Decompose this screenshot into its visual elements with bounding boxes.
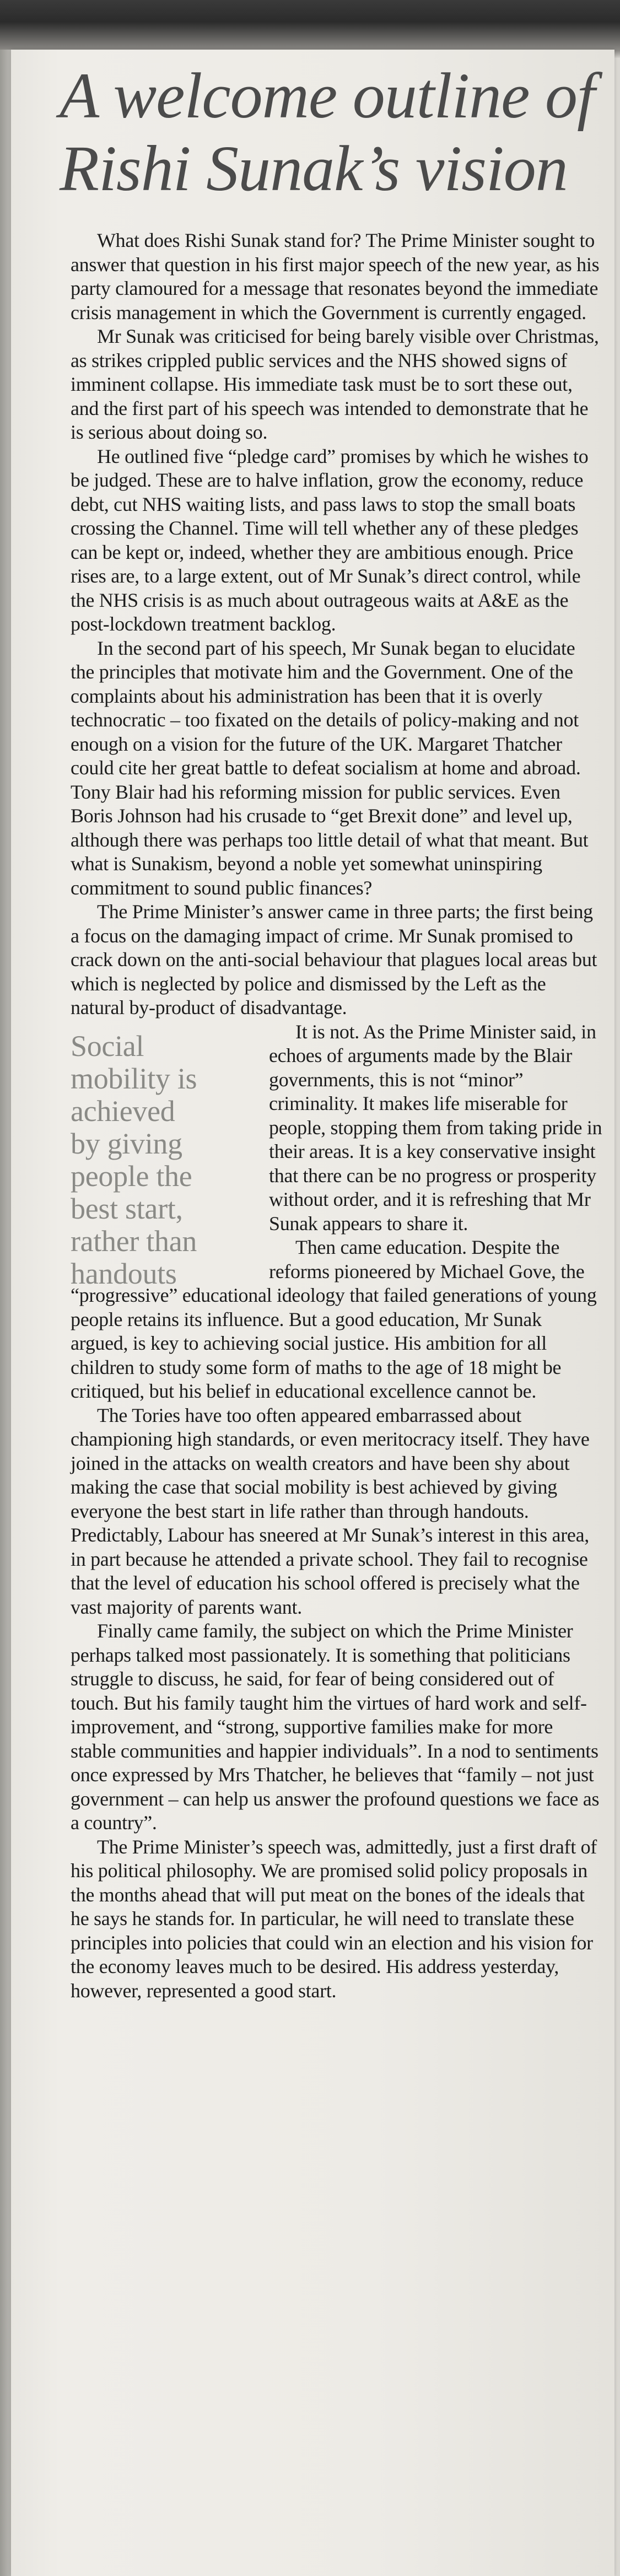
headline-line-2: Rishi Sunak’s vision	[60, 132, 568, 204]
pull-quote-line: by giving	[71, 1127, 182, 1160]
paragraph-9: Finally came family, the subject on which the Prime Minister perhaps talked most passionately. It is something that politicians struggle to discuss, he said, for fear of being considered out of touch. But his family taught him the virtues of hard work and self-improvement, and “strong, supportive families make for more stable communities and happier individuals”. In a nod to sentiments once expressed by Mrs Thatcher, he believes that “family – not just government – can help us answer the profound questions we face as a country”.	[71, 1620, 600, 1834]
pull-quote-line: handouts	[71, 1257, 177, 1290]
paragraph-10: The Prime Minister’s speech was, admittedly, just a first draft of his political philosophy. We are promised solid policy proposals in the months ahead that will put meat on the bones of the ideals that he says he stands for. In particular, he will need to translate these principles into policies that could win an election and his vision for the economy leaves much to be desired. His address yesterday, however, represented a good start.	[71, 1835, 597, 2002]
paragraph-7: Then came education. Despite the reforms pioneered by Michael Gove, the “progressive” educational ideology that failed generations of young people retains its influence. But a good education, Mr Sunak argued, is key to achieving social justice. His ambition for all children to study some form of maths to the age of 18 might be critiqued, but his belief in educational excellence cannot be.	[71, 1236, 597, 1402]
pull-quote-line: achieved	[71, 1094, 175, 1128]
pull-quote-line: rather than	[71, 1224, 197, 1258]
pull-quote-line: people the	[71, 1159, 192, 1193]
article-body	[71, 229, 602, 2003]
paragraph-8: The Tories have too often appeared embarrassed about championing high standards, or even meritocracy itself. They have joined in the attacks on wealth creators and have been shy about making the case that social mobility is best achieved by giving everyone the best start in life rather than through handouts. Predictably, Labour has sneered at Mr Sunak’s interest in this area, in part because he attended a private school. They fail to recognise that the level of education his school offered is precisely what the vast majority of parents want.	[71, 1404, 590, 1618]
pull-quote	[71, 1027, 257, 1290]
paragraph-5: The Prime Minister’s answer came in three parts; the first being a focus on the damaging impact of crime. Mr Sunak promised to crack down on the anti-social behaviour that plagues local areas but which is neglected by police and dismissed by the Left as the natural by-product of disadvantage.	[71, 901, 597, 1018]
headline-line-1: A welcome outline of	[60, 60, 595, 132]
pull-quote-line: best start,	[71, 1192, 183, 1225]
pull-quote-line: Social	[71, 1029, 144, 1063]
headline	[60, 60, 600, 205]
paragraph-4: In the second part of his speech, Mr Sunak began to elucidate the principles that motivate him and the Government. One of the complaints about his administration has been that it is overly technocratic – too fixated on the details of policy-making and not enough on a vision for the future of the UK. Margaret Thatcher could cite her great battle to defeat socialism at home and abroad. Tony Blair had his reforming mission for public services. Even Boris Johnson had his crusade to “get Brexit done” and level up, although there was perhaps too little detail of what that meant. But what is Sunakism, beyond a noble yet somewhat uninspiring commitment to sound public finances?	[71, 637, 589, 899]
paragraph-1: What does Rishi Sunak stand for? The Prime Minister sought to answer that question in his first major speech of the new year, as his party clamoured for a message that resonates beyond the immediate crisis management in which the Government is currently engaged.	[71, 229, 600, 324]
pull-quote-line: mobility is	[71, 1061, 197, 1095]
paragraph-2: Mr Sunak was criticised for being barely visible over Christmas, as strikes crippled public services and the NHS showed signs of imminent collapse. His immediate task must be to sort these out, and the first part of his speech was intended to demonstrate that he is serious about doing so.	[71, 325, 599, 443]
paragraph-3: He outlined five “pledge card” promises by which he wishes to be judged. These are to halve inflation, grow the economy, reduce debt, cut NHS waiting lists, and pass laws to stop the small boats crossing the Channel. Time will tell whether any of these pledges can be kept or, indeed, whether they are ambitious enough. Price rises are, to a large extent, out of Mr Sunak’s direct control, while the NHS crisis is as much about outrageous waits at A&E as the post-lockdown treatment backlog.	[71, 445, 589, 635]
paragraph-6: It is not. As the Prime Minister said, in echoes of arguments made by the Blair governments, this is not “minor” criminality. It makes life miserable for people, stopping them from taking pride in their areas. It is a key conservative insight that there can be no progress or prosperity without order, and it is refreshing that Mr Sunak appears to share it.	[269, 1020, 602, 1235]
